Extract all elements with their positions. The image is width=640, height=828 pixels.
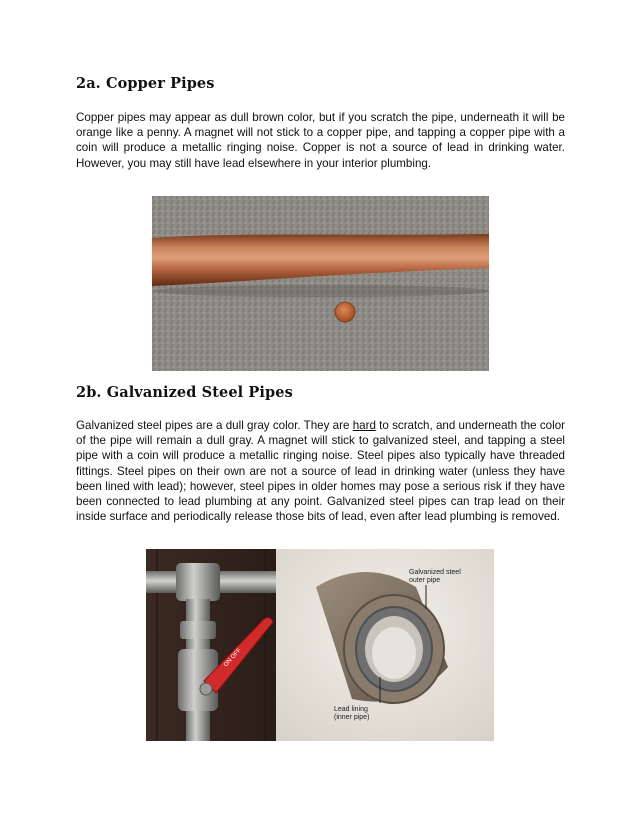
galvanized-paragraph: [76, 418, 565, 524]
concrete-background: [152, 196, 489, 371]
galvanized-text-part1: Galvanized steel pipes are a dull gray color. They are: [76, 419, 353, 432]
section-heading-galvanized: 2b. Galvanized Steel Pipes: [76, 384, 293, 401]
lead-lining-label-line2: (inner pipe): [334, 714, 370, 721]
valve-image: [146, 549, 276, 741]
copper-paragraph: Copper pipes may appear as dull brown color, but if you scratch the pipe, underneath it will be orange like a penny. A magnet will not stick to a copper pipe, and tapping a copper pipe with a coin will produce a metallic ringing noise. Copper is not a source of lead in drinking water. However, you may still have lead elsewhere in your interior plumbing.: [76, 111, 565, 170]
pipe-coupling: [180, 621, 216, 639]
galvanized-valve-photo: [146, 549, 276, 741]
tee-fitting: [176, 563, 220, 601]
copper-pipe-image: [152, 196, 489, 371]
penny-icon: [335, 302, 355, 322]
shadow-shape: [152, 285, 489, 297]
valve-nut: [200, 683, 212, 695]
cross-section-image: [276, 549, 494, 741]
copper-pipe-photo: [152, 196, 489, 371]
lead-lining-label-line1: Lead lining: [334, 706, 368, 713]
section-heading-copper: 2a. Copper Pipes: [76, 75, 215, 92]
outer-pipe-label-line1: Galvanized steel: [409, 569, 461, 576]
valve-text: ON OFF: [223, 647, 243, 669]
outer-pipe-label-line2: outer pipe: [409, 577, 441, 584]
pipe-cross-section-photo: [276, 549, 494, 741]
galvanized-text-part2: to scratch, and underneath the color of the pipe will remain a dull gray. A magnet will stick to galvanized steel, and tapping a steel pipe with a coin will produce a metallic ringing noise. Steel pipes also typically have threaded fittings. Steel pipes on their own are not a source of lead in drinking water (unless they have been lined with lead); however, steel pipes in older homes may pose a serious risk if they have been connected to lead plumbing at any point. Galvanized steel pipes can trap lead on their inside surface and periodically release those bits of lead, even after lead plumbing is removed.: [76, 419, 565, 524]
hard-emphasis: hard: [352, 419, 376, 432]
